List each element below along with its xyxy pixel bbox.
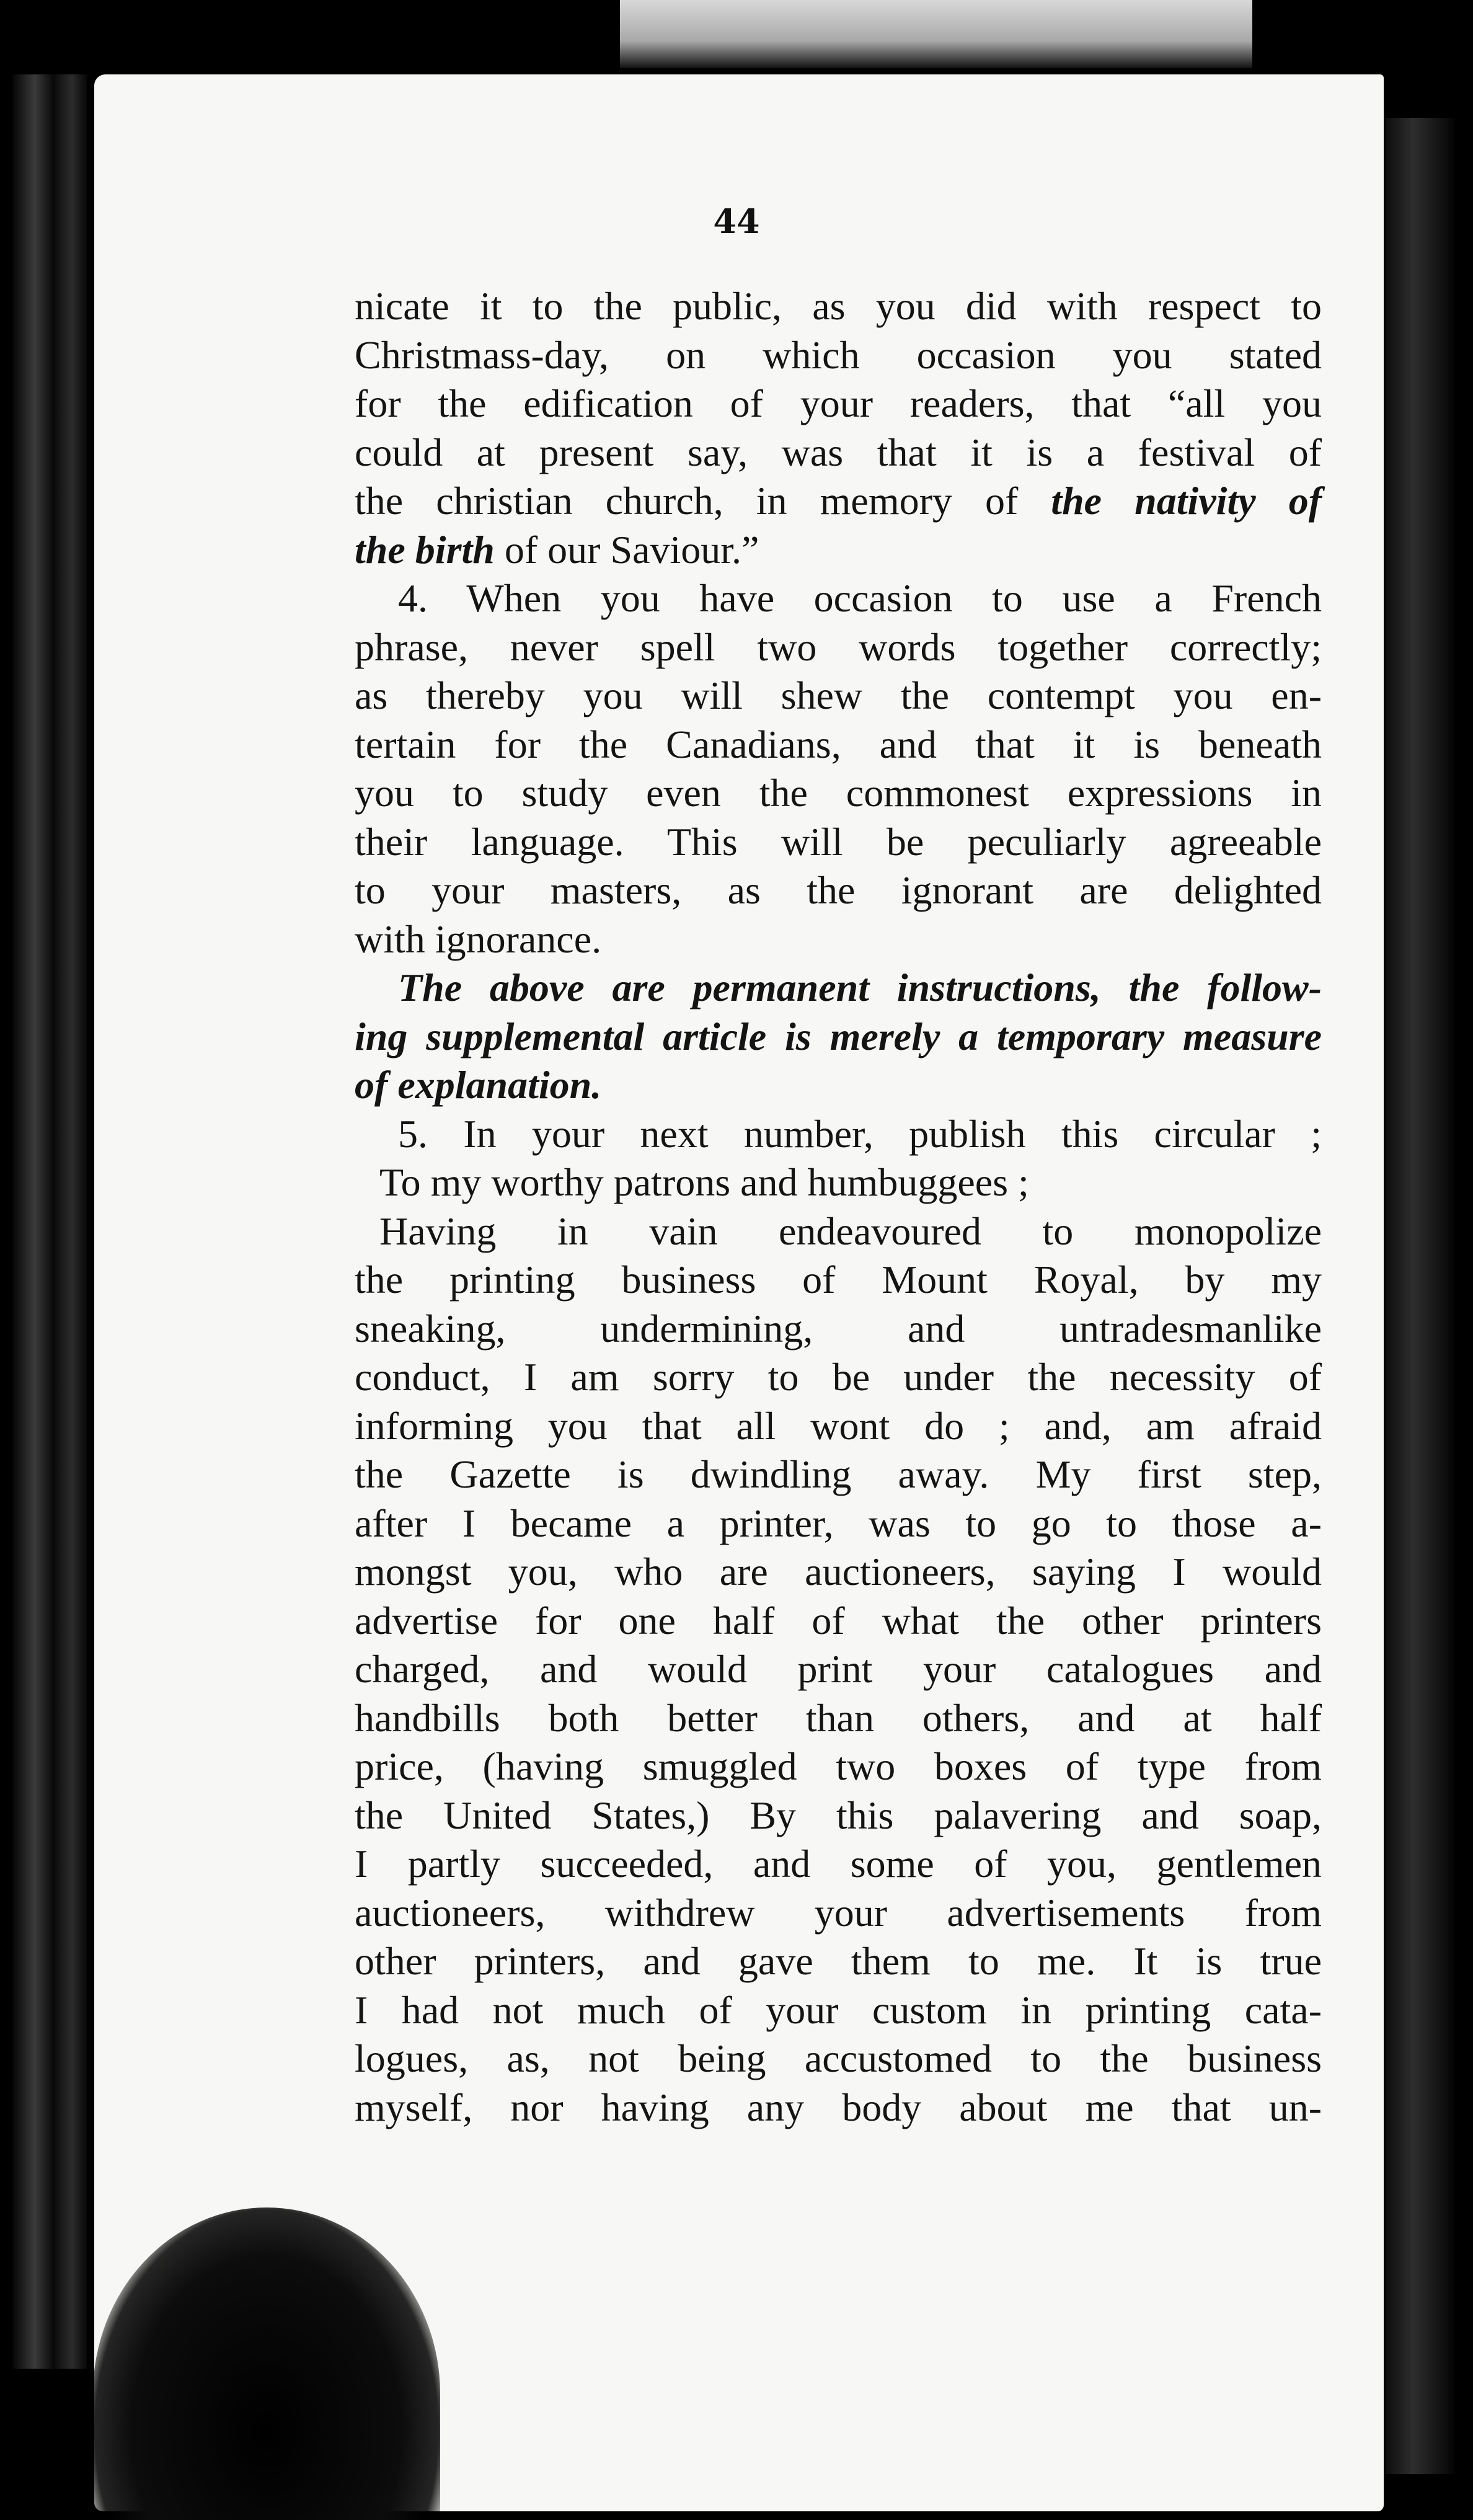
facing-page-strip bbox=[620, 0, 1252, 68]
text-line: sneaking, undermining, and untradesmanlike bbox=[355, 1306, 1322, 1351]
text-line: after I became a printer, was to go to those a- bbox=[355, 1501, 1322, 1545]
text-line: charged, and would print your catalogues and bbox=[355, 1647, 1322, 1691]
text-line: phrase, never spell two words together correctly; bbox=[355, 624, 1322, 669]
text-line: I had not much of your custom in printing cata- bbox=[355, 1987, 1322, 2032]
text-line: conduct, I am sorry to be under the necessity of bbox=[355, 1355, 1322, 1399]
text-line: ing supplemental article is merely a temporary measure bbox=[355, 1014, 1322, 1058]
text-line: mongst you, who are auctioneers, saying I would bbox=[355, 1550, 1322, 1594]
text-line: to your masters, as the ignorant are delighted bbox=[355, 868, 1322, 912]
book-right-edge bbox=[1386, 118, 1454, 2474]
text-line: The above are permanent instructions, the follow- bbox=[398, 965, 1322, 1009]
page-number: 44 bbox=[713, 202, 760, 241]
text-line: logues, as, not being accustomed to the business bbox=[355, 2036, 1322, 2080]
body-text bbox=[355, 282, 1322, 2132]
text-line: myself, nor having any body about me that un- bbox=[355, 2085, 1322, 2129]
text-line: with ignorance. bbox=[355, 916, 602, 961]
text-line: nicate it to the public, as you did with respect to bbox=[355, 284, 1322, 328]
text-line: the printing business of Mount Royal, by my bbox=[355, 1258, 1322, 1302]
text-line: I partly succeeded, and some of you, gentlemen bbox=[355, 1842, 1322, 1886]
text-line: of explanation. bbox=[355, 1063, 602, 1107]
text-line: as thereby you will shew the contempt you en- bbox=[355, 673, 1322, 717]
text-line: handbills both better than others, and at half bbox=[355, 1695, 1322, 1740]
text-line: you to study even the commonest expressions in bbox=[355, 771, 1322, 815]
book-left-edge bbox=[12, 74, 87, 2369]
text-line: auctioneers, withdrew your advertisements from bbox=[355, 1890, 1322, 1935]
text-line: Christmass-day, on which occasion you stated bbox=[355, 332, 1322, 377]
text-line: price, (having smuggled two boxes of type from bbox=[355, 1744, 1322, 1788]
text-line: the birth of our Saviour.” bbox=[355, 527, 759, 572]
text-line: informing you that all wont do ; and, am afraid bbox=[355, 1403, 1322, 1448]
text-line: advertise for one half of what the other printers bbox=[355, 1598, 1322, 1643]
text-line: the United States,) By this palavering and soap, bbox=[355, 1793, 1322, 1837]
text-line: the christian church, in memory of the nativity of bbox=[355, 479, 1322, 523]
text-line: for the edification of your readers, that “all you bbox=[355, 381, 1322, 425]
text-line: could at present say, was that it is a festival of bbox=[355, 430, 1322, 474]
text-line: 4. When you have occasion to use a French bbox=[398, 576, 1322, 620]
text-line: their language. This will be peculiarly agreeable bbox=[355, 819, 1322, 864]
text-line: 5. In your next number, publish this circular ; bbox=[398, 1111, 1322, 1156]
text-line: the Gazette is dwindling away. My first step, bbox=[355, 1452, 1322, 1496]
text-line: tertain for the Canadians, and that it is beneath bbox=[355, 722, 1322, 766]
text-line: Having in vain endeavoured to monopolize bbox=[379, 1209, 1322, 1253]
text-line: To my worthy patrons and humbuggees ; bbox=[379, 1160, 1029, 1204]
text-line: other printers, and gave them to me. It is true bbox=[355, 1939, 1322, 1983]
